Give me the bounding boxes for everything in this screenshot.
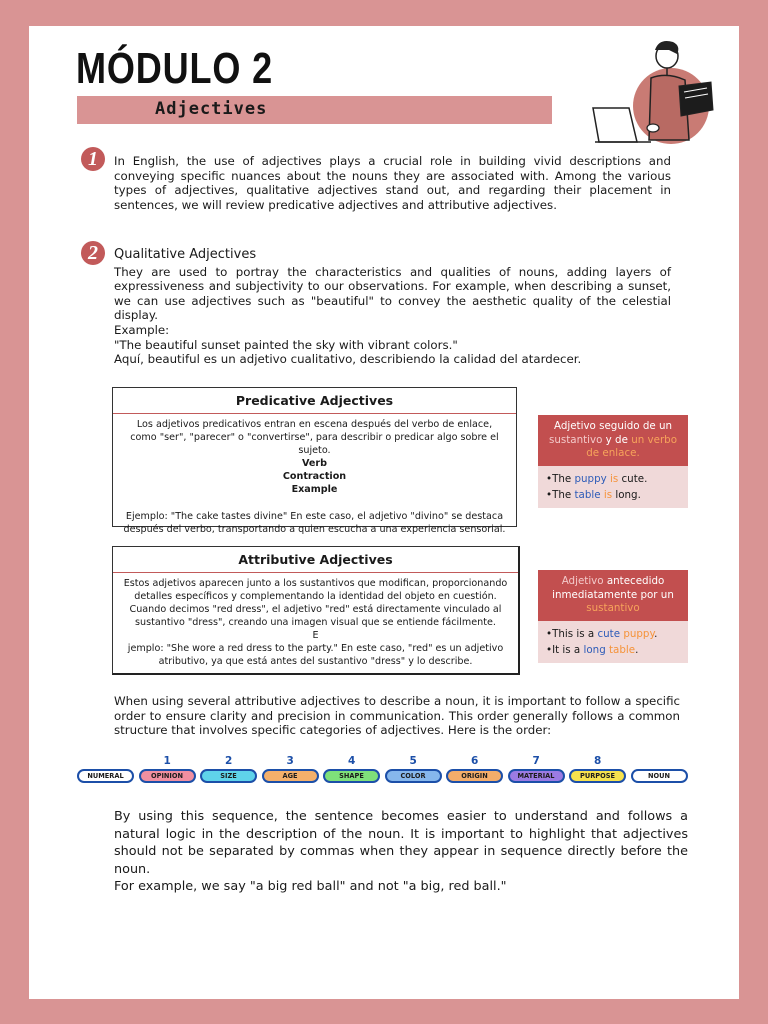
adjective: long [583,643,606,656]
predicative-verb: Verb [301,458,327,469]
attributive-ejemplo: jemplo: "She wore a red dress to the party." En este caso, "red" es un adjetivo atributivo, ya que está antes del sustantivo "dress" y lo describe. [127,643,504,667]
section-1-text: In English, the use of adjectives plays a crucial role in building vivid descriptions and conveying specific nuances about the nouns they are associated with. Among the various types of adjectives, qualitative adjectives stand out, and regarding their placement in sentences, we will review predicative adjectives and attributive adjectives. [114,154,671,212]
predicative-card-head [538,415,688,466]
period: . [635,643,639,656]
attributive-card-h3: sustantivo [586,602,640,614]
sequence-pill-shape: SHAPE [323,769,380,783]
sequence-pill-numeral: NUMERAL [77,769,134,783]
period: . [654,627,658,640]
attributive-table [112,546,520,675]
adjective: cute [597,627,621,640]
sequence-pill-noun: NOUN [631,769,688,783]
section-2-example: "The beautiful sunset painted the sky with vibrant colors." [114,337,458,352]
predicative-card-example-1 [546,471,680,487]
predicative-body [113,414,516,540]
sequence-number: 2 [225,755,233,767]
closing-text [114,808,688,896]
attributive-title: Attributive Adjectives [113,547,518,573]
predicative-table [112,387,517,535]
attributive-card-body [538,621,688,663]
section-2-example-label: Example: [114,322,170,337]
sequence-pill-material: MATERIAL [508,769,565,783]
module-title: MÓDULO 2 [76,44,273,93]
attributive-card-example-1 [546,626,680,642]
text: •It is a [546,643,584,656]
attributive-card-example-2 [546,642,680,658]
linking-verb: is [606,472,619,485]
sequence-pill-color: COLOR [385,769,442,783]
section-2-text: They are used to portray the characteristics and qualities of nouns, adding layers of expressiveness and subjectivity to our observations. For example, when describing a sunset, we can use adjectives such as "beautiful" to convey the aesthetic quality of the celestial display. [114,264,671,323]
sequence-number: 4 [348,755,356,767]
closing-p1: By using this sequence, the sentence becomes easier to understand and follows a natural logic in the description of the noun. It is important to highlight that adjectives should not be separated by commas when they appear in sequence directly before the noun. [114,809,688,877]
attributive-e: E [312,630,319,641]
sequence-pill-purpose: PURPOSE [569,769,626,783]
attributive-card-h1: Adjetivo [561,575,604,587]
page [29,26,739,999]
section-1-badge: 1 [81,147,105,171]
section-2-badge: 2 [81,241,105,265]
sequence-number: 7 [532,755,540,767]
text: •This is a [546,627,598,640]
predicative-title: Predicative Adjectives [113,388,516,414]
noun: table [574,488,601,501]
sequence-number: 1 [163,755,171,767]
sequence-number: 8 [594,755,602,767]
sequence-pill-opinion: OPINION [139,769,196,783]
attributive-card [538,570,688,663]
subtitle-bar [77,96,552,124]
predicative-card-h2: sustantivo [548,433,603,446]
predicative-ejemplo: Ejemplo: "The cake tastes divine" En este caso, el adjetivo "divino" se destaca después del verbo, transportando a quien escucha a una experiencia sensorial. [123,511,506,535]
noun: puppy [620,627,655,640]
section-2-explanation: Aquí, beautiful es un adjetivo cualitativo, describiendo la calidad del atardecer. [114,352,582,367]
person-reading-book-illustration [589,36,719,146]
predicative-contraction: Contraction [282,471,347,482]
noun: puppy [574,472,607,485]
sequence-number: 6 [471,755,479,767]
attributive-line1: Estos adjetivos aparecen junto a los sustantivos que modifican, proporcionando detalles específicos y complementando la identidad del objeto en cuestión. Cuando decimos "red dress", el adjetivo "red" está directamente vinculado al sustantivo "dress", creando una imagen visual que se entiende fácilmente. [123,578,508,628]
predicative-example: Example [291,484,338,495]
order-text: When using several attributive adjectives to describe a noun, it is important to follow a specific order to ensure clarity and precision in communication. This order generally follows a common structure that involves specific categories of adjectives. Here is the order: [114,694,680,738]
closing-p2: For example, we say "a big red ball" and not "a big, red ball." [114,879,507,894]
linking-verb: is [600,488,613,501]
predicative-card-h4: un verbo de enlace. [586,433,678,459]
attributive-card-h2: antecedido inmediatamente por un [552,575,674,601]
section-2-heading: Qualitative Adjectives [114,247,257,262]
sequence-pill-age: AGE [262,769,319,783]
predicative-card-h1: Adjetivo seguido de un [553,420,673,432]
predicative-line1: Los adjetivos predicativos entran en escena después del verbo de enlace, como "ser", "parecer" o "convertirse", para describir o predicar algo sobre el sujeto. [130,419,499,456]
attributive-body [113,573,518,672]
noun: table [605,643,636,656]
section-2-block [114,248,671,367]
predicative-card-example-2 [546,487,680,503]
adjective: long. [612,488,641,501]
sequence-number: 3 [286,755,294,767]
text: •The [546,488,575,501]
attributive-card-head [538,570,688,621]
predicative-card-h3: y de [602,433,632,446]
adjective: cute. [618,472,648,485]
text: •The [546,472,575,485]
module-subtitle: Adjectives [155,99,268,119]
predicative-card [538,415,688,508]
sequence-pill-size: SIZE [200,769,257,783]
predicative-card-body [538,466,688,508]
sequence-number: 5 [409,755,417,767]
sequence-pill-origin: ORIGIN [446,769,503,783]
